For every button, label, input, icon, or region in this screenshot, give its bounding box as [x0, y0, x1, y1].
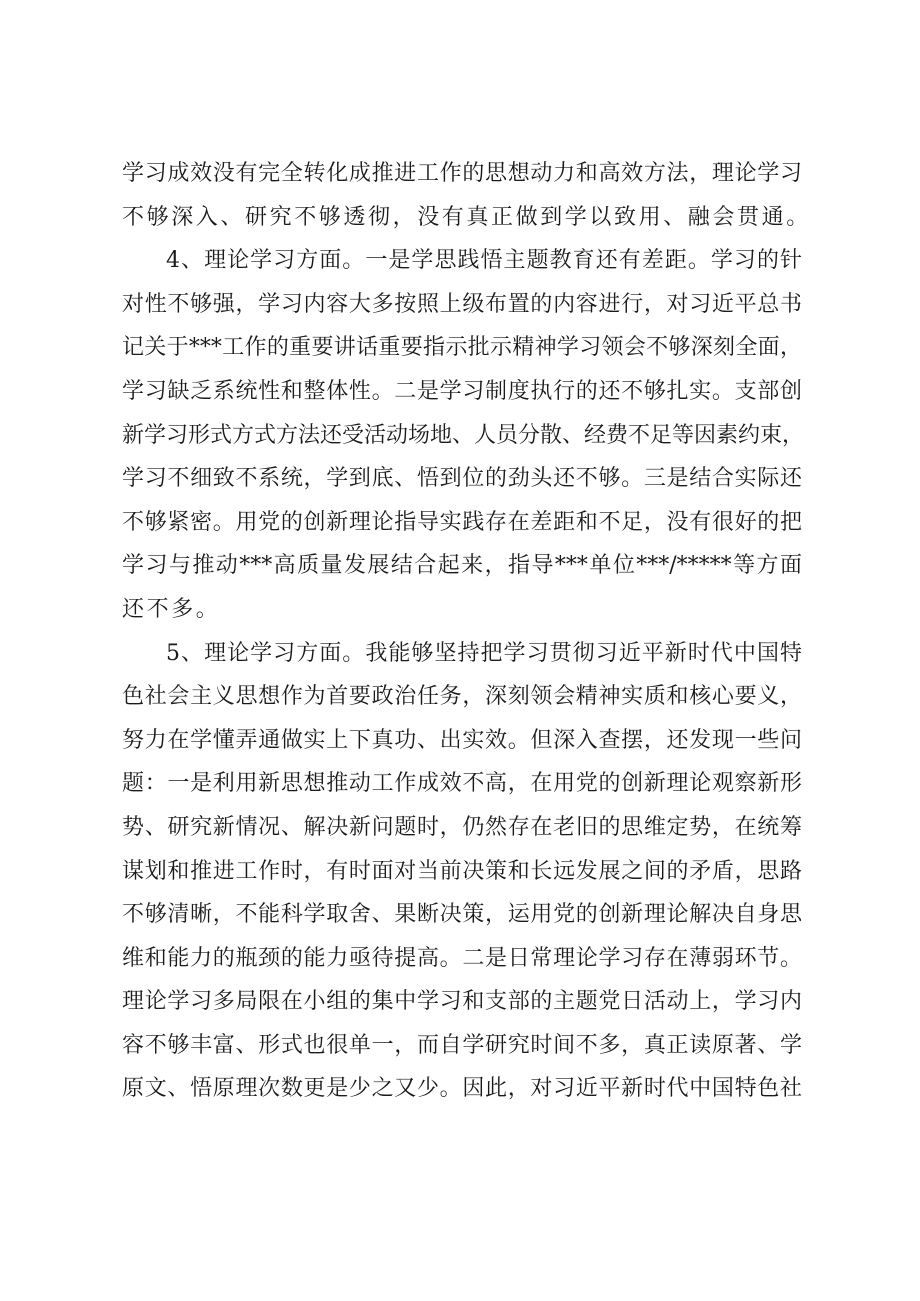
line-text: 5、理论学习方面。我能够坚持把学习贯彻习近平新时代中国特	[166, 640, 802, 666]
line-text: 色社会主义思想作为首要政治任务，深刻领会精神实质和核心要义，	[122, 684, 802, 710]
text-line	[122, 544, 802, 588]
line-text: 学习缺乏系统性和整体性。二是学习制度执行的还不够扎实。支部创	[122, 378, 802, 404]
line-text: 不够紧密。用党的创新理论指导实践存在差距和不足，没有很好的把	[122, 509, 802, 535]
line-text: 理论学习多局限在小组的集中学习和支部的主题党日活动上，学习内	[122, 989, 802, 1015]
line-text: 还不多。	[122, 596, 221, 622]
paragraph-start-line	[122, 632, 802, 676]
line-text: 学习成效没有完全转化成推进工作的思想动力和高效方法，理论学习	[122, 161, 802, 186]
text-line	[122, 196, 811, 240]
line-text: 谋划和推进工作时，有时面对当前决策和长远发展之间的矛盾，思路	[122, 858, 802, 884]
text-line	[122, 762, 802, 806]
text-line	[122, 457, 802, 501]
text-line	[122, 588, 802, 632]
text-line	[122, 1024, 802, 1068]
line-text: 不够清晰，不能科学取舍、果断决策，运用党的创新理论解决自身思	[122, 902, 802, 928]
line-text: 记关于***工作的重要讲话重要指示批示精神学习领会不够深刻全面，	[122, 335, 802, 361]
text-line	[122, 850, 802, 894]
line-text: 努力在学懂弄通做实上下真功、出实效。但深入查摆，还发现一些问	[122, 727, 802, 753]
text-line	[122, 1067, 802, 1111]
line-text: 维和能力的瓶颈的能力亟待提高。二是日常理论学习存在薄弱环节。	[122, 945, 802, 971]
line-text: 新学习形式方式方法还受活动场地、人员分散、经费不足等因素约束，	[122, 422, 805, 448]
text-line	[122, 980, 802, 1024]
text-line	[122, 414, 805, 458]
line-text: 势、研究新情况、解决新问题时，仍然存在老旧的思维定势，在统筹	[122, 814, 802, 840]
text-line	[122, 937, 802, 981]
text-line	[122, 370, 802, 414]
line-text: 学习不细致不系统，学到底、悟到位的劲头还不够。三是结合实际还	[122, 466, 802, 492]
document-body	[122, 152, 811, 1111]
text-line	[122, 806, 802, 850]
line-text: 学习与推动***高质量发展结合起来，指导***单位***/*****等方面	[122, 553, 802, 579]
text-line	[122, 152, 802, 196]
line-text: 不够深入、研究不够透彻，没有真正做到学以致用、融会贯通。	[122, 204, 811, 230]
line-text: 题：一是利用新思想推动工作成效不高，在用党的创新理论观察新形	[122, 771, 802, 797]
text-line	[122, 675, 802, 719]
paragraph-start-line	[122, 239, 802, 283]
text-line	[122, 501, 802, 545]
line-text: 4、理论学习方面。一是学思践悟主题教育还有差距。学习的针	[166, 248, 802, 274]
text-line	[122, 893, 802, 937]
line-text: 原文、悟原理次数更是少之又少。因此，对习近平新时代中国特色社	[122, 1076, 802, 1102]
text-line	[122, 326, 802, 370]
text-line	[122, 283, 802, 327]
text-line	[122, 719, 802, 763]
line-text: 对性不够强，学习内容大多按照上级布置的内容进行，对习近平总书	[122, 291, 802, 317]
line-text: 容不够丰富、形式也很单一，而自学研究时间不多，真正读原著、学	[122, 1032, 802, 1058]
